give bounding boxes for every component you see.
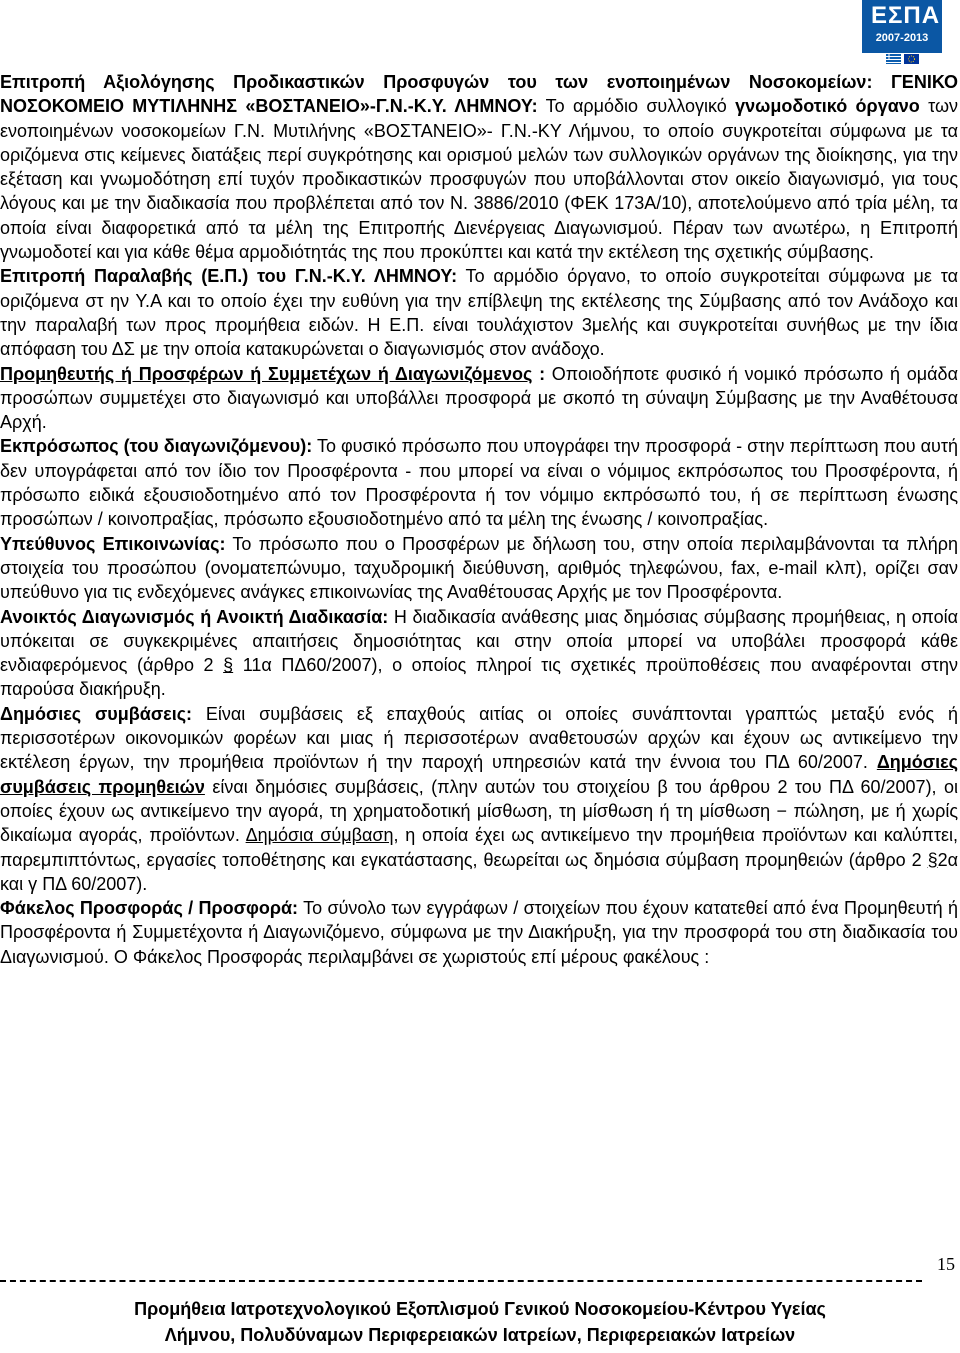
text-run: των ενοποιημένων νοσοκομείων Γ.Ν. Μυτιλήνης «ΒΟΣΤΑΝΕΙΟ»- Γ.Ν.-ΚΥ Λήμνου, το οποίο συγκροτείται σύμφωνα με τα οριζόμενα στις κείμενες διατάξεις περί συγκρότησης και ορισμού μελών των συλλογικών οργάνων της διοίκησης, για την εξέταση και γνωμοδότηση επί τυχόν προδικαστικών προσφυγών που υποβάλλονται στον οικείο διαγωνισμό, για τους λόγους και με την διαδικασία που προβλέπεται από τον Ν. 3886/2010 (ΦΕΚ 173Α/10), αποτελούμενο από τρία μέλη, τα οποία είναι διαφορετικά από τα μέλη της Επιτροπής Διενέργειας Διαγωνισμού. Πέραν των ανωτέρω, η Επιτροπή γνωμοδοτεί και για κάθε θέμα αρμοδιότητάς της που προκύπτει και κατά την εκτέλεση της σχετικής σύμβασης.	[0, 96, 959, 263]
term-heading: γνωμοδοτικό όργανο	[735, 96, 920, 117]
paragraph	[0, 532, 958, 605]
text-run: 2α και γ ΠΔ 60/2007).	[0, 849, 958, 894]
paragraph	[0, 434, 958, 531]
paragraph	[0, 605, 958, 702]
term-heading: :	[532, 363, 546, 384]
term-heading: Εκπρόσωπος (του διαγωνιζόμενου):	[0, 436, 313, 457]
document-body	[0, 70, 958, 969]
term-heading: Δημόσιες συμβάσεις προμηθειών	[0, 752, 958, 797]
paragraph	[0, 702, 958, 896]
footer-line-2: Λήμνου, Πολυδύναμων Περιφερειακών Ιατρείων, Περιφερειακών Ιατρείων	[164, 1325, 796, 1345]
footer-line-1: Προμήθεια Ιατροτεχνολογικού Εξοπλισμού Γενικού Νοσοκομείου-Κέντρου Υγείας	[134, 1299, 826, 1319]
text-run: Το σύνολο των εγγράφων / στοιχείων που έχουν κατατεθεί από ένα Προμηθευτή ή Προσφέροντα ή Συμμετέχοντα ή Διαγωνιζόμενο, σύμφωνα με την Διακήρυξη, για την προσφορά του στη διαδικασία του Διαγωνισμού. Ο Φάκελος Προσφοράς περιλαμβάνει σε χωριστούς επί μέρους φακέλους :	[0, 898, 958, 967]
text-run: §	[927, 849, 938, 870]
term-heading: Επιτροπή Αξιολόγησης Προδικαστικών Προσφυγών του των ενοποιημένων Νοσοκομείων: ΓΕΝΙΚΟ ΝΟΣΟΚΟΜΕΙΟ ΜΥΤΙΛΗΝΗΣ «ΒΟΣΤΑΝΕΙΟ»-Γ.Ν.-Κ.Υ. ΛΗΜΝΟΥ:	[0, 72, 958, 117]
text-run: είναι δημόσιες συμβάσεις, (πλην αυτών του στοιχείου β του άρθρου 2 του ΠΔ 60/2007), οι οποίες έχουν ως αντικείμενο την αγορά, τη χρηματοδοτική μίσθωση, τη μίσθωση ή τη μίσθωση − πώληση, με ή χωρίς δικαίωμα αγοράς, προϊόντων.	[0, 776, 958, 846]
term-heading: Ανοικτός Διαγωνισμός ή Ανοικτή Διαδικασία:	[0, 606, 389, 627]
paragraph	[0, 264, 958, 361]
text-run: 11α ΠΔ60/2007), ο οποίος πληροί τις σχετικές προϋποθέσεις που αναφέρονται στην παρούσα διακήρυξη.	[0, 655, 959, 700]
espa-logo	[862, 0, 942, 66]
text-run: §	[223, 655, 234, 676]
text-run: Είναι συμβάσεις εξ επαχθούς αιτίας οι οποίες συνάπτονται γραπτώς μεταξύ ενός ή περισσοτέρων οικονομικών φορέων και μιας ή περισσοτέρων αναθετουσών αρχών και έχουν ως αντικείμενο την εκτέλεση έργων, την προμήθεια προϊόντων ή την παροχή υπηρεσιών κατά την έννοια του ΠΔ 60/2007.	[0, 703, 958, 773]
term-heading: Επιτροπή Παραλαβής (Ε.Π.) του Γ.Ν.-Κ.Υ. ΛΗΜΝΟΥ:	[0, 266, 458, 287]
text-run: Οποιοδήποτε φυσικό ή νομικό πρόσωπο ή ομάδα προσώπων συμμετέχει στο διαγωνισμό και υποβάλλει προσφορά με σκοπό τη σύναψη Σύμβασης με την Αναθέτουσα Αρχή.	[0, 363, 958, 433]
text-run: Το αρμόδιο συλλογικό	[537, 96, 736, 117]
espa-logo-years: 2007-2013	[875, 32, 929, 44]
footer-divider	[0, 1280, 922, 1282]
term-heading: Δημόσιες συμβάσεις:	[0, 703, 193, 724]
text-run: Η διαδικασία ανάθεσης μιας δημόσιας σύμβασης προμήθειας, η οποία υπόκειται σε συγκεκριμένες απαιτήσεις δημοσιότητας και στην οποία μπορεί να υποβάλει προσφορά κάθε ενδιαφερόμενος (άρθρο 2	[0, 606, 959, 676]
text-run: Το αρμόδιο όργανο, το οποίο συγκροτείται σύμφωνα με τα οριζόμενα στ ην Υ.Α και το οποίο έχει την ευθύνη για την επίβλεψη της εκτέλεσης της Σύμβασης από τον Ανάδοχο και την παραλαβή των προς προμήθεια ειδών. Η Ε.Π. είναι τουλάχιστον 3μελής και συγκροτείται συνήθως με την ίδια απόφαση του ΔΣ με την οποία κατακυρώνεται ο διαγωνισμός στον ανάδοχο.	[0, 266, 958, 360]
term-heading: Υπεύθυνος Επικοινωνίας:	[0, 533, 226, 554]
text-run: Δημόσια σύμβαση	[245, 825, 394, 846]
paragraph	[0, 362, 958, 435]
paragraph	[0, 70, 958, 264]
term-heading: Φάκελος Προσφοράς / Προσφορά:	[0, 898, 299, 919]
term-heading: Προμηθευτής ή Προσφέρων ή Συμμετέχων ή Διαγωνιζόμενος	[0, 363, 533, 384]
eu-greek-flags-icon	[886, 54, 920, 65]
espa-logo-box	[862, 0, 942, 53]
page-footer	[0, 1296, 960, 1348]
text-run: Το φυσικό πρόσωπο που υπογράφει την προσφορά - στην περίπτωση που αυτή δεν υπογράφεται από τον ίδιο τον Προσφέροντα - που μπορεί να είναι ο νόμιμος εκπρόσωπος του Προσφέροντα, ή πρόσωπο ειδικά εξουσιοδοτημένο από τον Προσφέροντα ή τον νόμιμο εκπρόσωπό του, ή σε περίπτωση ένωσης προσώπων / κοινοπραξίας, πρόσωπο εξουσιοδοτημένο από τα μέλη της ένωσης / κοινοπραξίας.	[0, 436, 958, 530]
text-run: Το πρόσωπο που ο Προσφέρων με δήλωση του, στην οποία περιλαμβάνονται τα πλήρη στοιχεία του προσώπου (ονοματεπώνυμο, ταχυδρομική διεύθυνση, αριθμός τηλεφώνου, fax, e-mail κλπ), ορίζει σαν υπεύθυνο για τις ενδεχόμενες ανάγκες επικοινωνίας της Αναθέτουσας Αρχής με τον Προσφέροντα.	[0, 533, 958, 603]
text-run: , η οποία έχει ως αντικείμενο την προμήθεια προϊόντων και καλύπτει, παρεμπιπτόντως, εργασίες τοποθέτησης και εγκατάστασης, θεωρείται ως δημόσια σύμβαση προμηθειών (άρθρο 2	[0, 825, 958, 870]
page-number: 15	[937, 1254, 955, 1274]
espa-logo-text: ΕΣΠΑ	[871, 2, 941, 29]
paragraph	[0, 896, 958, 969]
